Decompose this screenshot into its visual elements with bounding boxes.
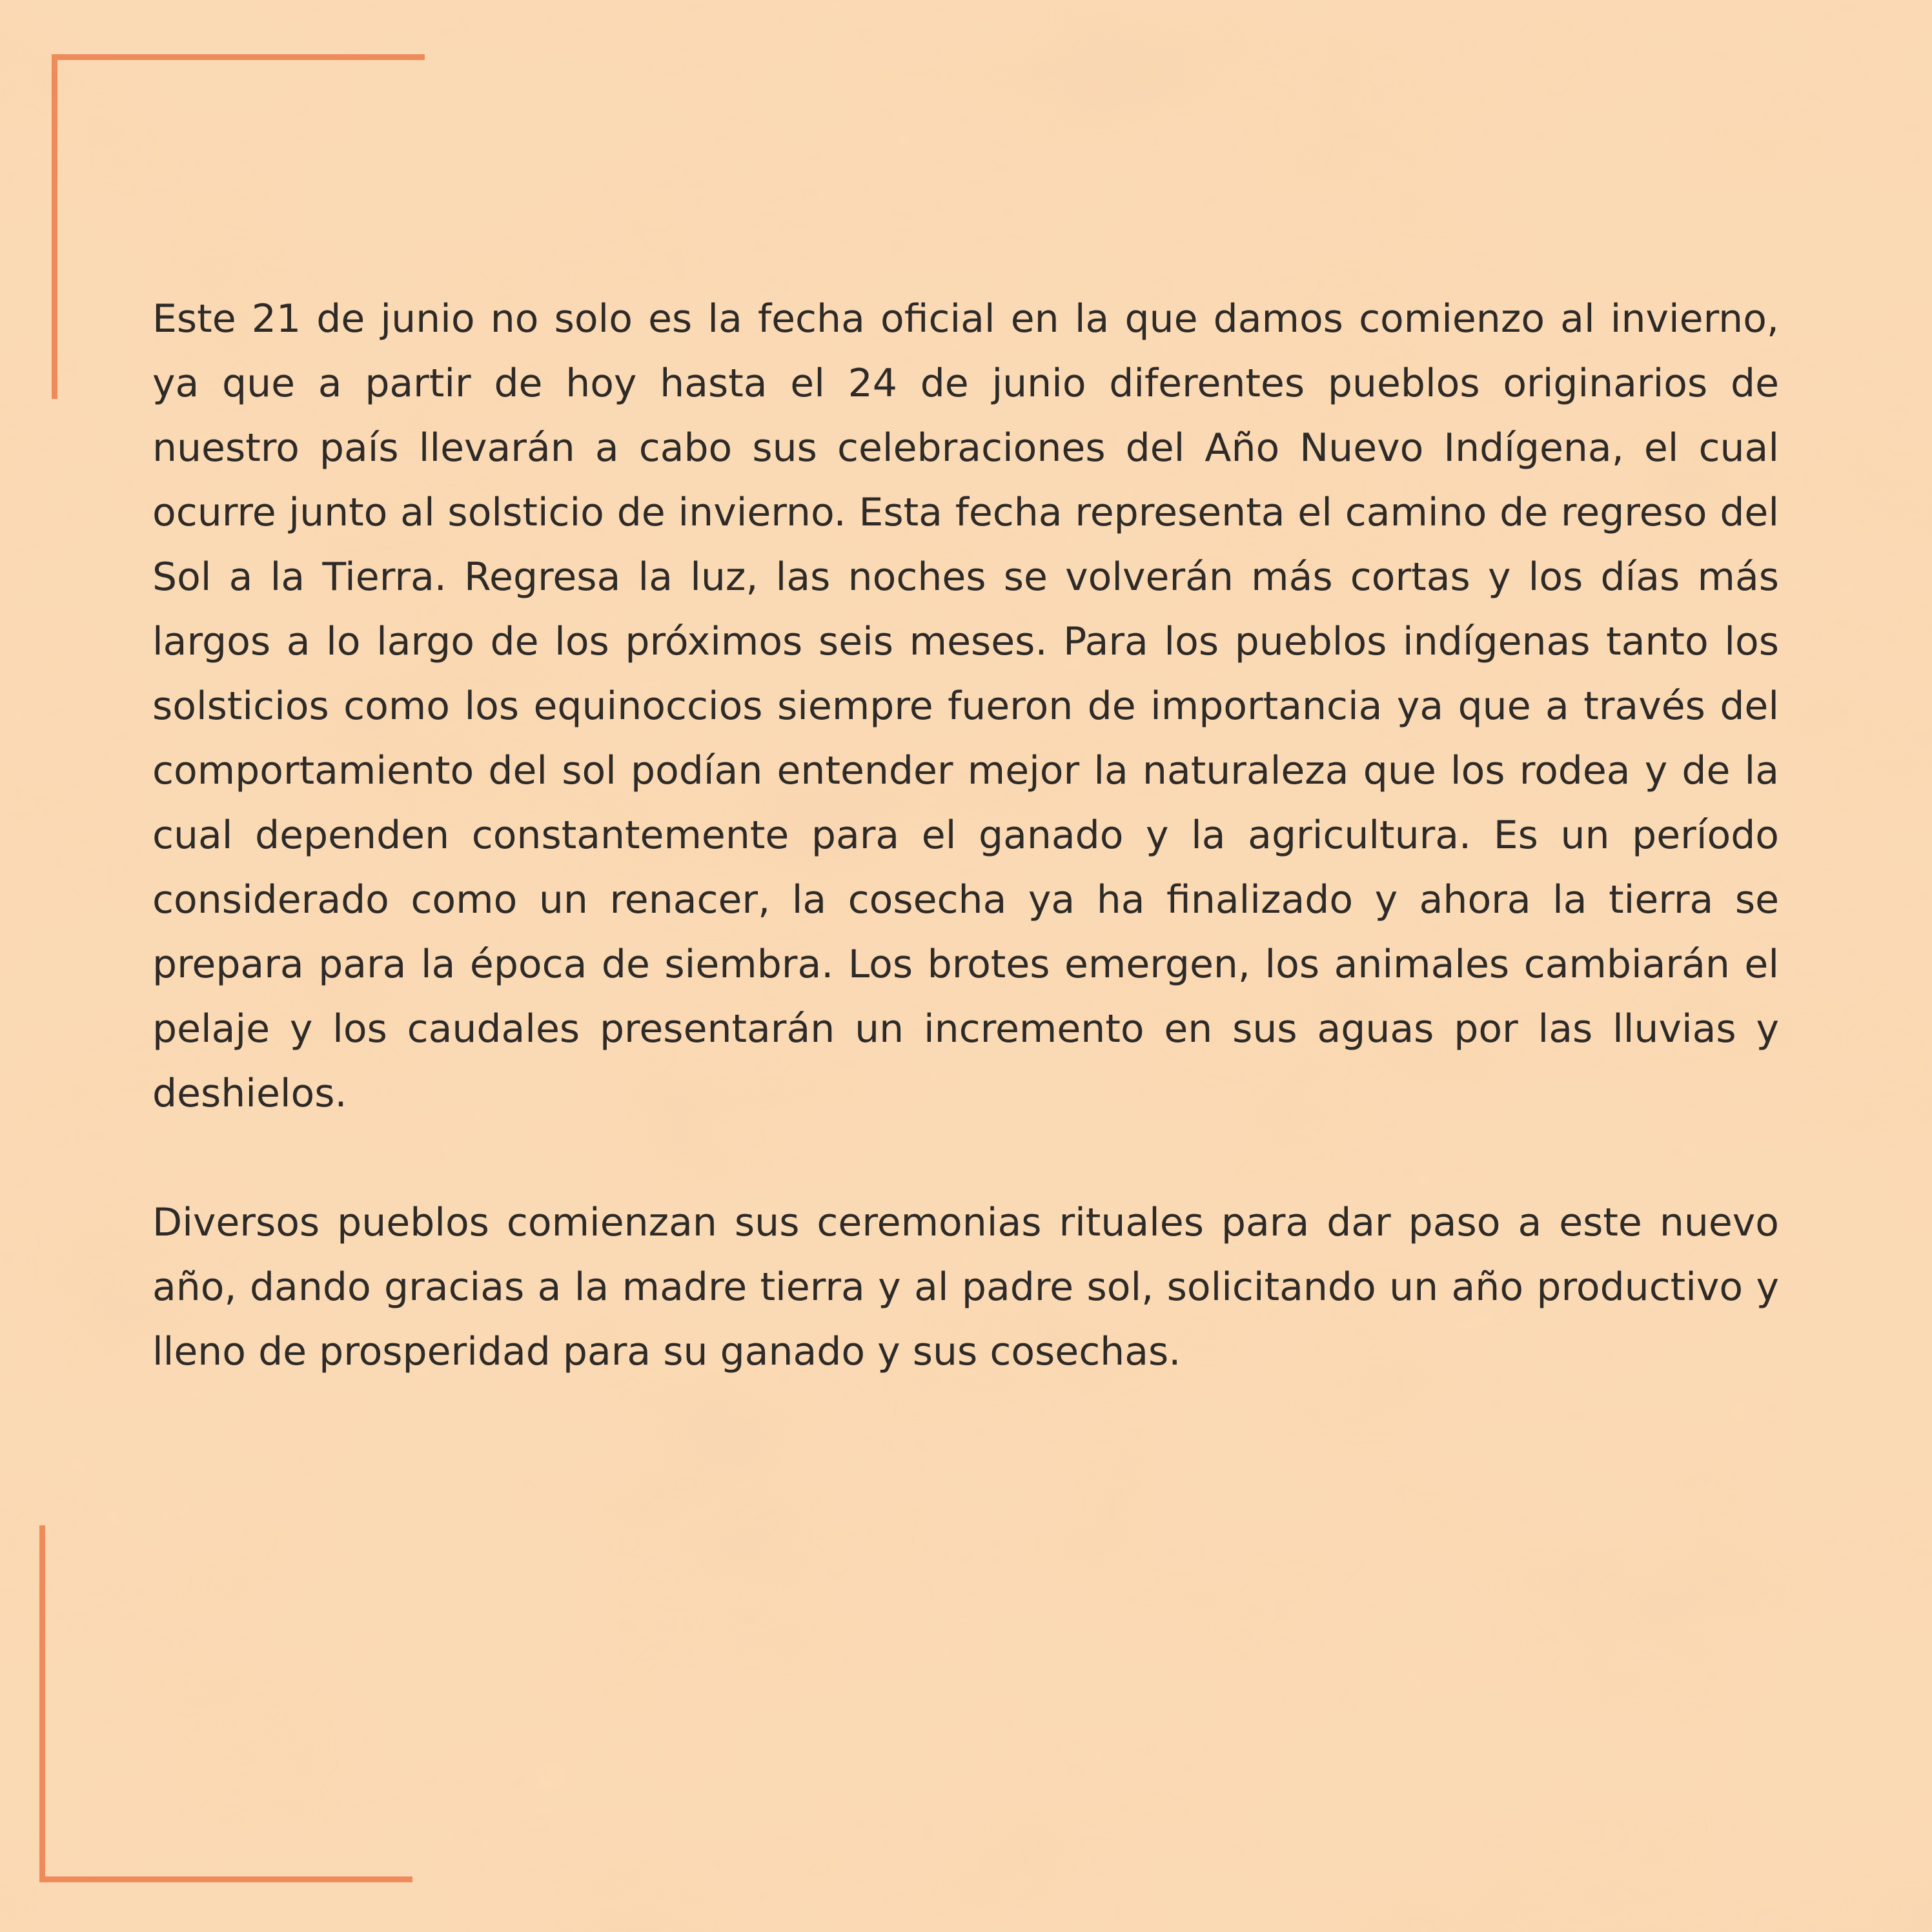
bottom-left-bracket-vertical — [39, 1525, 45, 1882]
body-text — [152, 287, 1779, 1384]
paragraph-2: Diversos pueblos comienzan sus ceremonias rituales para dar paso a este nuevo año, dando gracias a la madre tierra y al padre sol, solicitando un año productivo y lleno de prosperidad para su ganado y sus cosechas. — [152, 1200, 1779, 1374]
top-left-bracket-vertical — [52, 54, 57, 399]
paragraph-1: Este 21 de junio no solo es la fecha oficial en la que damos comienzo al invierno, ya que a partir de hoy hasta el 24 de junio diferentes pueblos originarios de nuestro país llevarán a cabo sus celebraciones del Año Nuevo Indígena, el cual ocurre junto al solsticio de invierno. Esta fecha representa el camino de regreso del Sol a la Tierra. Regresa la luz, las noches se volverán más cortas y los días más largos a lo largo de los próximos seis meses. Para los pueblos indígenas tanto los solsticios como los equinoccios siempre fueron de importancia ya que a través del comportamiento del sol podían entender mejor la naturaleza que los rodea y de la cual dependen constantemente para el ganado y la agricultura. Es un período considerado como un renacer, la cosecha ya ha finalizado y ahora la tierra se prepara para la época de siembra. Los brotes emergen, los animales cambiarán el pelaje y los caudales presentarán un incremento en sus aguas por las lluvias y deshielos. — [152, 296, 1779, 1116]
top-left-bracket-horizontal — [56, 54, 425, 60]
bottom-left-bracket-horizontal — [39, 1876, 412, 1882]
